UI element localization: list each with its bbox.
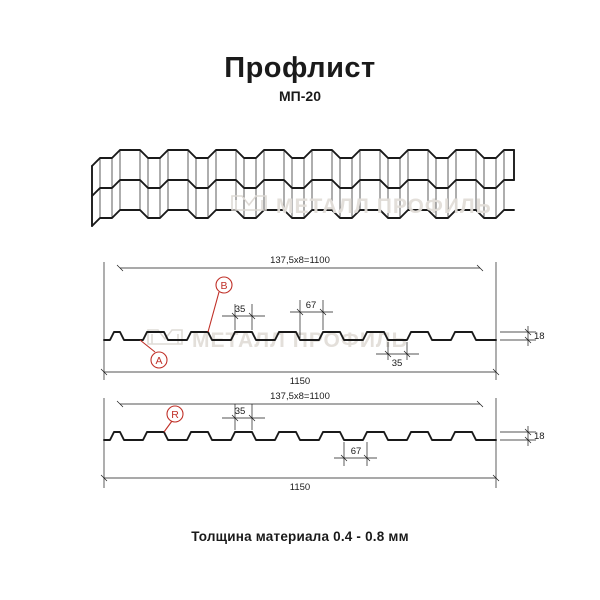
dim-top-pitch-label: 137,5x8=1100 bbox=[270, 255, 330, 266]
svg-text:МЕТАЛЛ ПРОФИЛЬ: МЕТАЛЛ ПРОФИЛЬ bbox=[192, 329, 408, 352]
dim-35-top-right: 35 bbox=[391, 358, 403, 369]
svg-text:МЕТАЛЛ ПРОФИЛЬ: МЕТАЛЛ ПРОФИЛЬ bbox=[276, 195, 492, 218]
dim-35-top-left: 35 bbox=[234, 304, 246, 315]
section-view-top bbox=[101, 255, 545, 387]
marker-b bbox=[208, 277, 232, 332]
svg-text:R: R bbox=[171, 409, 179, 421]
dim-overall-top: 1150 bbox=[289, 376, 311, 387]
page-subtitle: МП-20 bbox=[279, 88, 321, 104]
section-view-bottom bbox=[101, 391, 545, 493]
dim-height-top: 18 bbox=[534, 331, 545, 342]
dim-top-pitch-label-bottom: 137,5x8=1100 bbox=[270, 391, 330, 402]
svg-text:B: B bbox=[220, 280, 228, 292]
dim-67-top: 67 bbox=[305, 300, 317, 311]
dim-35-bottom: 35 bbox=[234, 406, 246, 417]
page-title: Профлист bbox=[224, 52, 376, 84]
svg-text:A: A bbox=[155, 355, 163, 367]
marker-r bbox=[164, 406, 183, 432]
dim-overall-bottom: 1150 bbox=[289, 482, 311, 493]
material-thickness-note: Толщина материала 0.4 - 0.8 мм bbox=[191, 529, 409, 544]
dim-67-bottom: 67 bbox=[350, 446, 362, 457]
dim-height-bottom: 18 bbox=[534, 431, 545, 442]
